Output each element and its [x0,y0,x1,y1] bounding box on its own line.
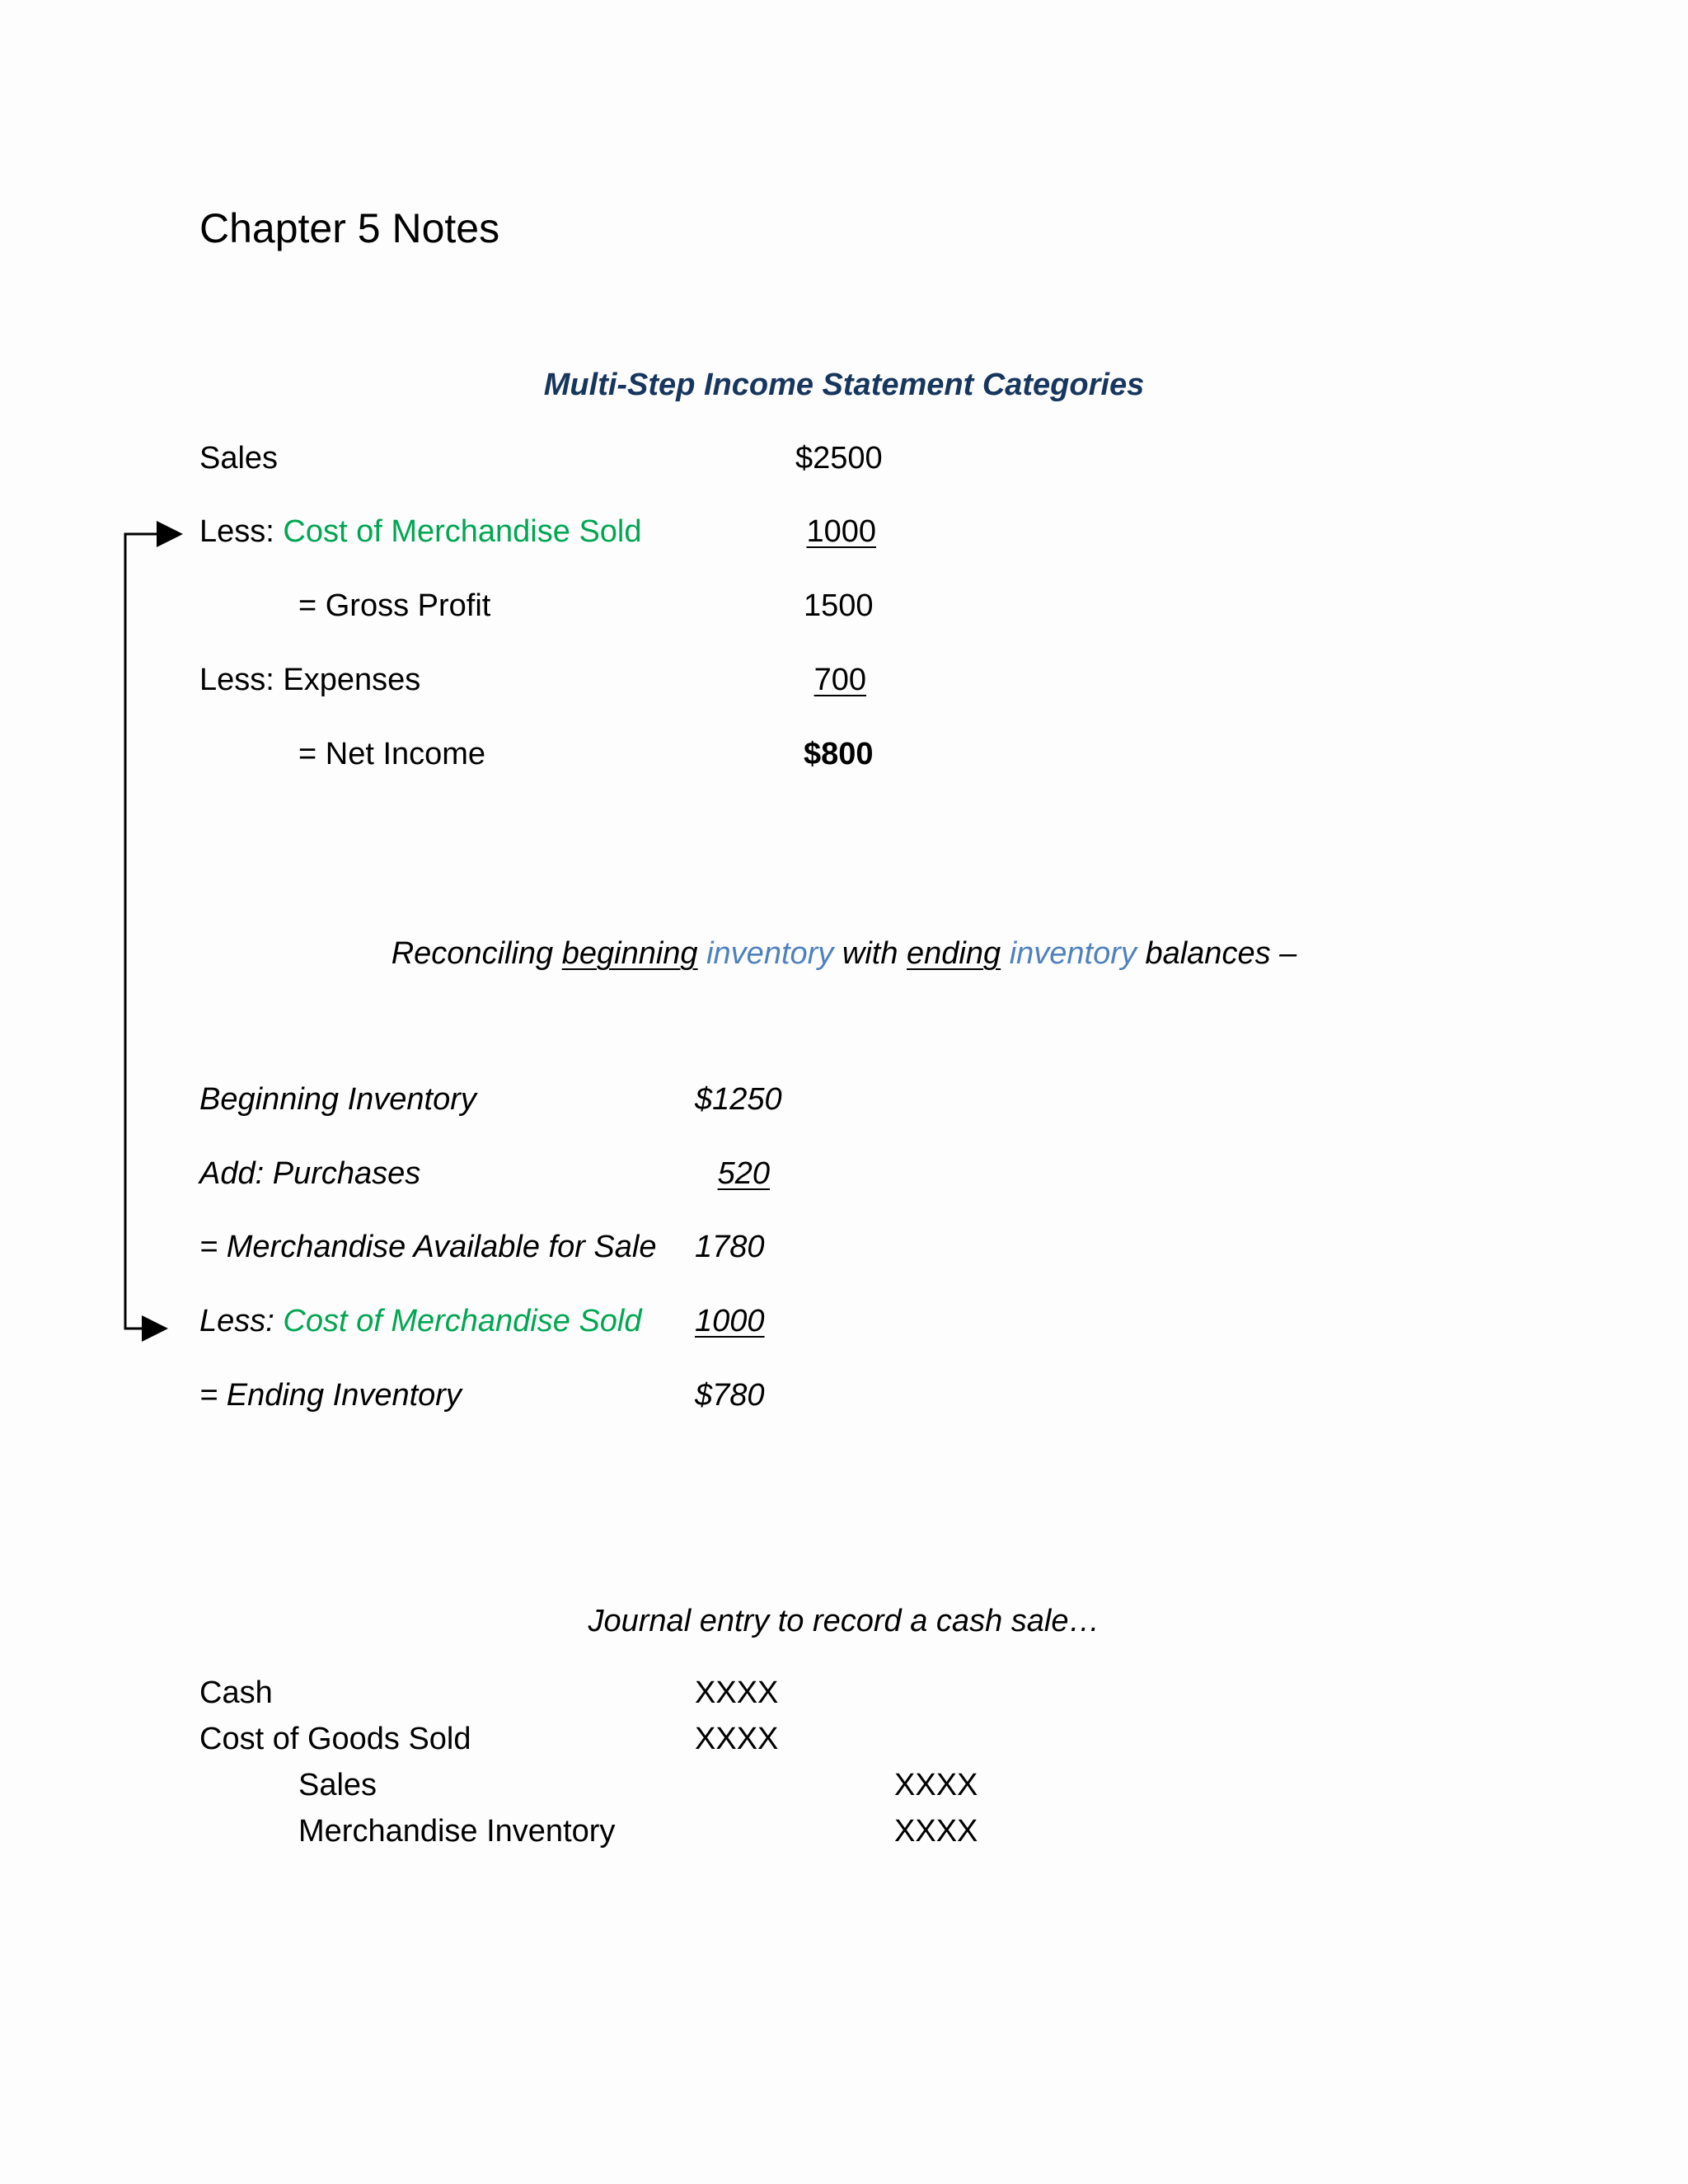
expenses-value: 700 [814,663,866,697]
journal-credit: XXXX [894,1768,978,1802]
cogs-prefix: Less: [199,514,284,549]
cogs-value: 1000 [806,514,876,549]
journal-account: Cost of Goods Sold [199,1722,471,1756]
recon-title-part: with [833,936,907,971]
journal-credit: XXXX [894,1814,978,1849]
journal-account: Merchandise Inventory [298,1814,616,1849]
recon-title-part: inventory [1009,936,1137,971]
cogs-row [199,516,642,547]
recon-title-part: Reconciling [391,936,562,971]
recon-title-part: beginning [561,936,698,971]
ending-inventory-label: = Ending Inventory [199,1378,462,1413]
connector-line [125,534,162,1319]
recon-title-part: balances – [1136,936,1297,971]
recon-title-part: ending [907,936,1001,971]
reconciliation-title [0,936,1688,972]
page-heading: Chapter 5 Notes [199,205,500,251]
arrow-head-top [157,521,183,547]
net-income-label: = Net Income [298,737,486,771]
journal-title: Journal entry to record a cash sale… [588,1604,1100,1638]
sales-label: Sales [199,441,279,476]
recon-title-part [1001,936,1010,971]
ending-inventory-value: $780 [695,1378,765,1413]
journal-debit: XXXX [695,1722,779,1756]
net-income-value: $800 [804,737,874,771]
journal-debit: XXXX [695,1675,779,1710]
income-statement-title: Multi-Step Income Statement Categories [543,368,1145,402]
recon-title-part: inventory [706,936,834,971]
journal-account: Cash [199,1675,273,1710]
cogs-label: Cost of Merchandise Sold [283,514,642,549]
expenses-label: Less: Expenses [199,663,421,697]
recon-cogs-value: 1000 [695,1304,765,1338]
sales-value: $2500 [795,441,883,476]
gross-profit-label: = Gross Profit [298,588,491,623]
beginning-inventory-value: $1250 [695,1082,782,1117]
journal-account: Sales [298,1768,377,1802]
merchandise-available-value: 1780 [695,1230,765,1264]
purchases-label: Add: Purchases [199,1156,421,1191]
recon-cogs-label: Cost of Merchandise Sold [283,1304,642,1338]
recon-cogs-prefix: Less: [199,1304,284,1338]
connector-line-bottom [125,1319,145,1329]
merchandise-available-label: = Merchandise Available for Sale [199,1230,657,1264]
beginning-inventory-label: Beginning Inventory [199,1082,476,1117]
recon-cogs-row [199,1305,642,1337]
arrow-head-bottom [142,1315,168,1342]
gross-profit-value: 1500 [804,588,874,623]
recon-title-part [698,936,707,971]
purchases-value: 520 [717,1156,770,1191]
